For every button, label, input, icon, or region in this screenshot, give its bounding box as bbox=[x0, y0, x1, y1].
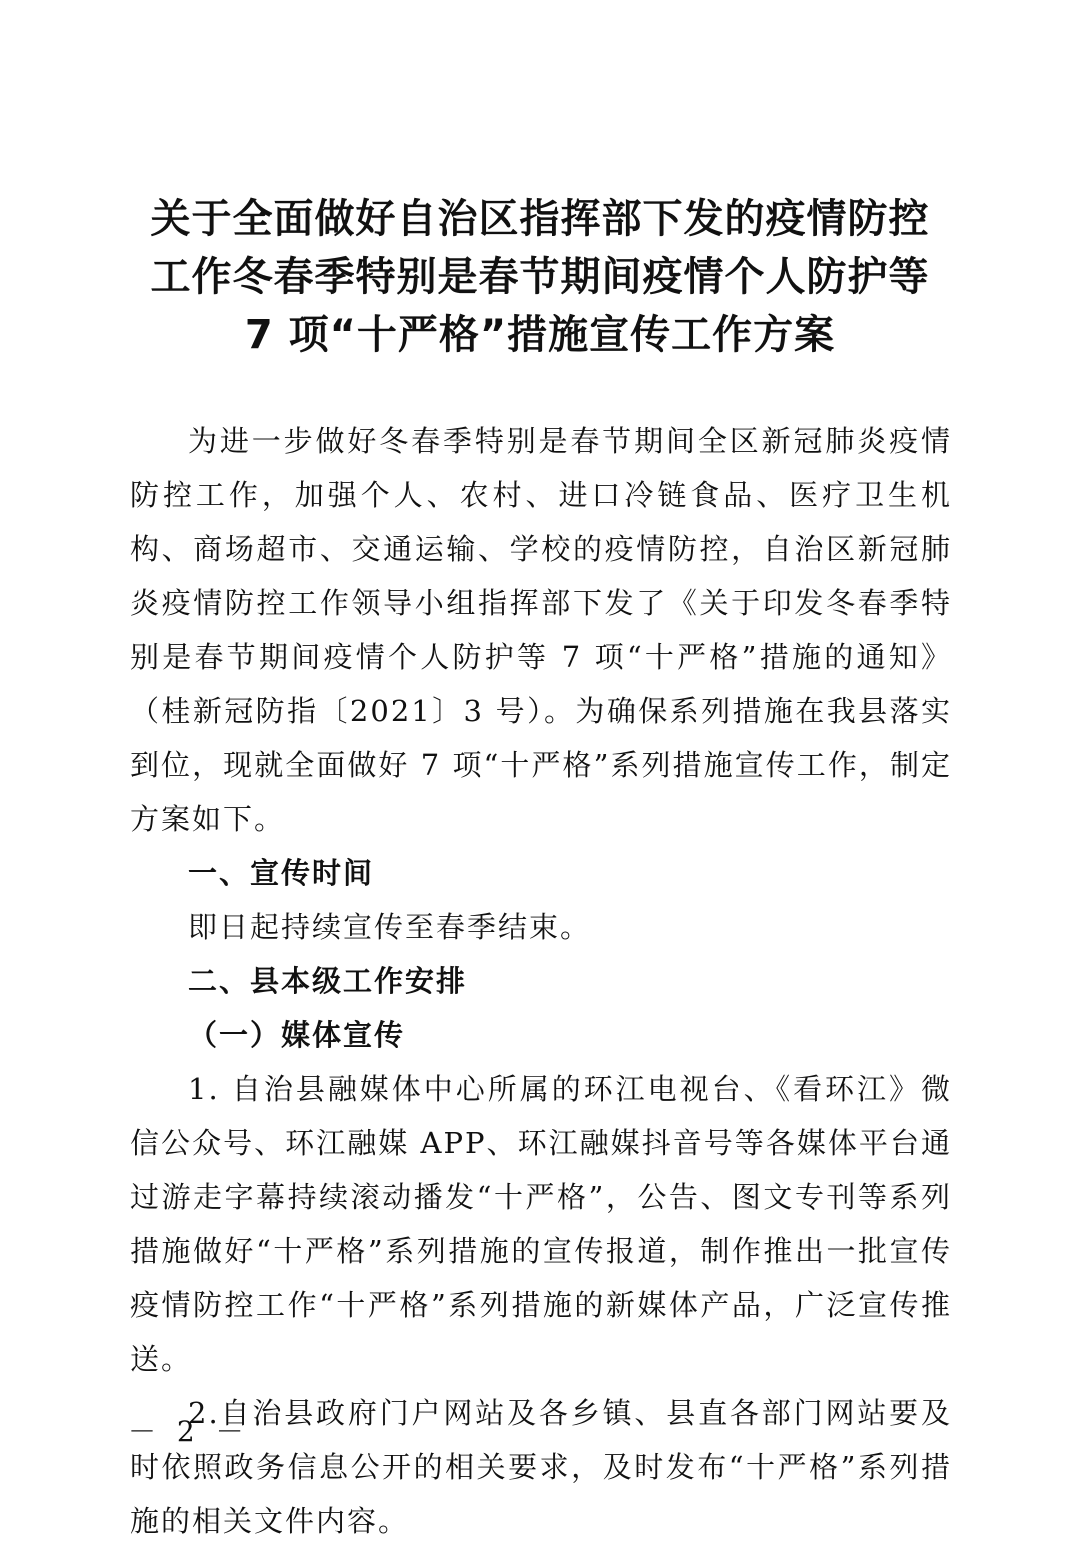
item-1-paragraph: 1. 自治县融媒体中心所属的环江电视台、《看环江》微信公众号、环江融媒 APP、环江融媒抖音号等各媒体平台通过游走字幕持续滚动播发“十严格”，公告、图文专刊等系列措施做好“十严格”系列措施的宣传报道，制作推出一批宣传疫情防控工作“十严格”系列措施的新媒体产品，广泛宣传推送。 bbox=[130, 1072, 952, 1376]
title-line-3: 7 项“十严格”措施宣传工作方案 bbox=[244, 312, 836, 358]
page-number: － 2 － bbox=[128, 1415, 250, 1448]
intro-paragraph: 为进一步做好冬春季特别是春节期间全区新冠肺炎疫情防控工作，加强个人、农村、进口冷链食品、医疗卫生机构、商场超市、交通运输、学校的疫情防控，自治区新冠肺炎疫情防控工作领导小组指挥部下发了《关于印发冬春季特别是春节期间疫情个人防护等 7 项“十严格”措施的通知》（桂新冠防指〔2021〕3 号）。为确保系列措施在我县落实到位，现就全面做好 7 项“十严格”系列措施宣传工作，制定方案如下。 bbox=[130, 424, 952, 836]
title-line-2: 工作冬春季特别是春节期间疫情个人防护等 bbox=[150, 254, 930, 300]
document-body bbox=[130, 414, 952, 1548]
section-heading-arrangement: 二、县本级工作安排 bbox=[188, 964, 468, 998]
section-time-text: 即日起持续宣传至春季结束。 bbox=[188, 910, 592, 944]
section-heading-time: 一、宣传时间 bbox=[188, 856, 375, 890]
title-line-1: 关于全面做好自治区指挥部下发的疫情防控 bbox=[150, 196, 930, 242]
subsection-heading-media: （一）媒体宣传 bbox=[188, 1018, 406, 1052]
document-title bbox=[110, 190, 970, 364]
item-2-paragraph: 2.自治县政府门户网站及各乡镇、县直各部门网站要及时依照政务信息公开的相关要求，及时发布“十严格”系列措施的相关文件内容。 bbox=[130, 1396, 952, 1538]
